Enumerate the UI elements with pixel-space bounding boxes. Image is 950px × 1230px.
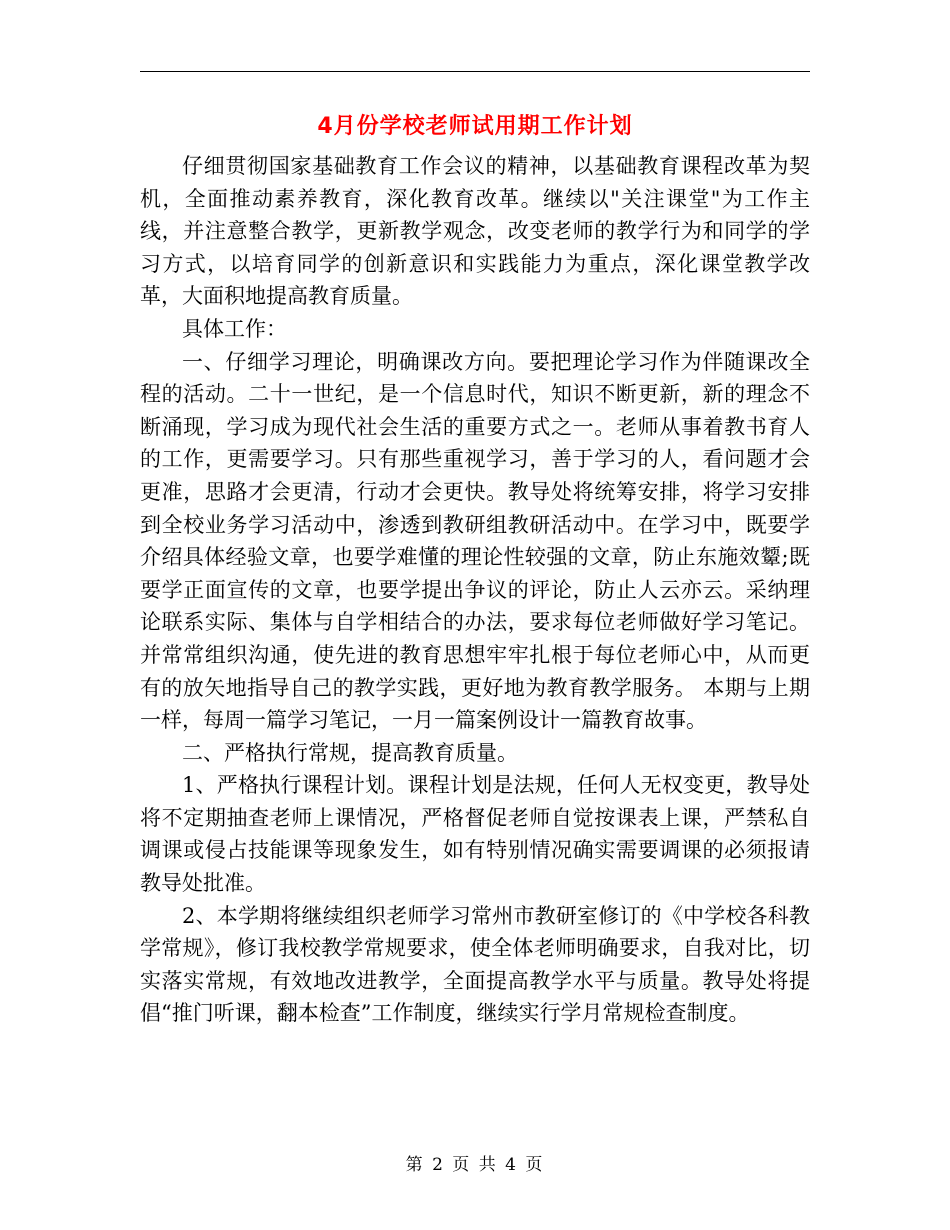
- document-body: [140, 150, 810, 1030]
- paragraph-item-1: 1、严格执行课程计划。课程计划是法规，任何人无权变更，教导处将不定期抽查老师上课情况，严格督促老师自觉按课表上课，严禁私自调课或侵占技能课等现象发生，如有特别情况确实需要调课的必须报请教导处批准。: [140, 773, 810, 896]
- page-footer: 第 2 页 共 4 页: [405, 1155, 545, 1175]
- header-rule: [140, 71, 810, 72]
- paragraph-section-2-heading: 二、严格执行常规，提高教育质量。: [182, 740, 518, 765]
- document-title: 4月份学校老师试用期工作计划: [317, 114, 633, 139]
- paragraph-intro: 仔细贯彻国家基础教育工作会议的精神，以基础教育课程改革为契机，全面推动素养教育，深化教育改革。继续以"关注课堂"为工作主线，并注意整合教学，更新教学观念，改变老师的教学行为和同学的学习方式，以培育同学的创新意识和实践能力为重点，深化课堂教学改革，大面积地提高教育质量。: [140, 154, 810, 309]
- paragraph-item-2: 2、本学期将继续组织老师学习常州市教研室修订的《中学校各科教学常规》，修订我校教学常规要求，使全体老师明确要求，自我对比，切实落实常规，有效地改进教学，全面提高教学水平与质量。教导处将提倡“推门听课，翻本检查”工作制度，继续实行学月常规检查制度。: [140, 903, 810, 1026]
- paragraph-section-1: 一、仔细学习理论，明确课改方向。要把理论学习作为伴随课改全程的活动。二十一世纪，是一个信息时代，知识不断更新，新的理念不断涌现，学习成为现代社会生活的重要方式之一。老师从事着教书育人的工作，更需要学习。只有那些重视学习，善于学习的人，看问题才会更准，思路才会更清，行动才会更快。教导处将统筹安排，将学习安排到全校业务学习活动中，渗透到教研组教研活动中。在学习中，既要学介绍具体经验文章，也要学难懂的理论性较强的文章，防止东施效颦;既要学正面宣传的文章，也要学提出争议的评论，防止人云亦云。采纳理论联系实际、集体与自学相结合的办法，要求每位老师做好学习笔记。并常常组织沟通，使先进的教育思想牢牢扎根于每位老师心中，从而更有的放矢地指导自己的教学实践，更好地为教育教学服务。 本期与上期一样，每周一篇学习笔记，一月一篇案例设计一篇教育故事。: [140, 349, 810, 733]
- paragraph-specific-work-heading: 具体工作：: [182, 316, 287, 341]
